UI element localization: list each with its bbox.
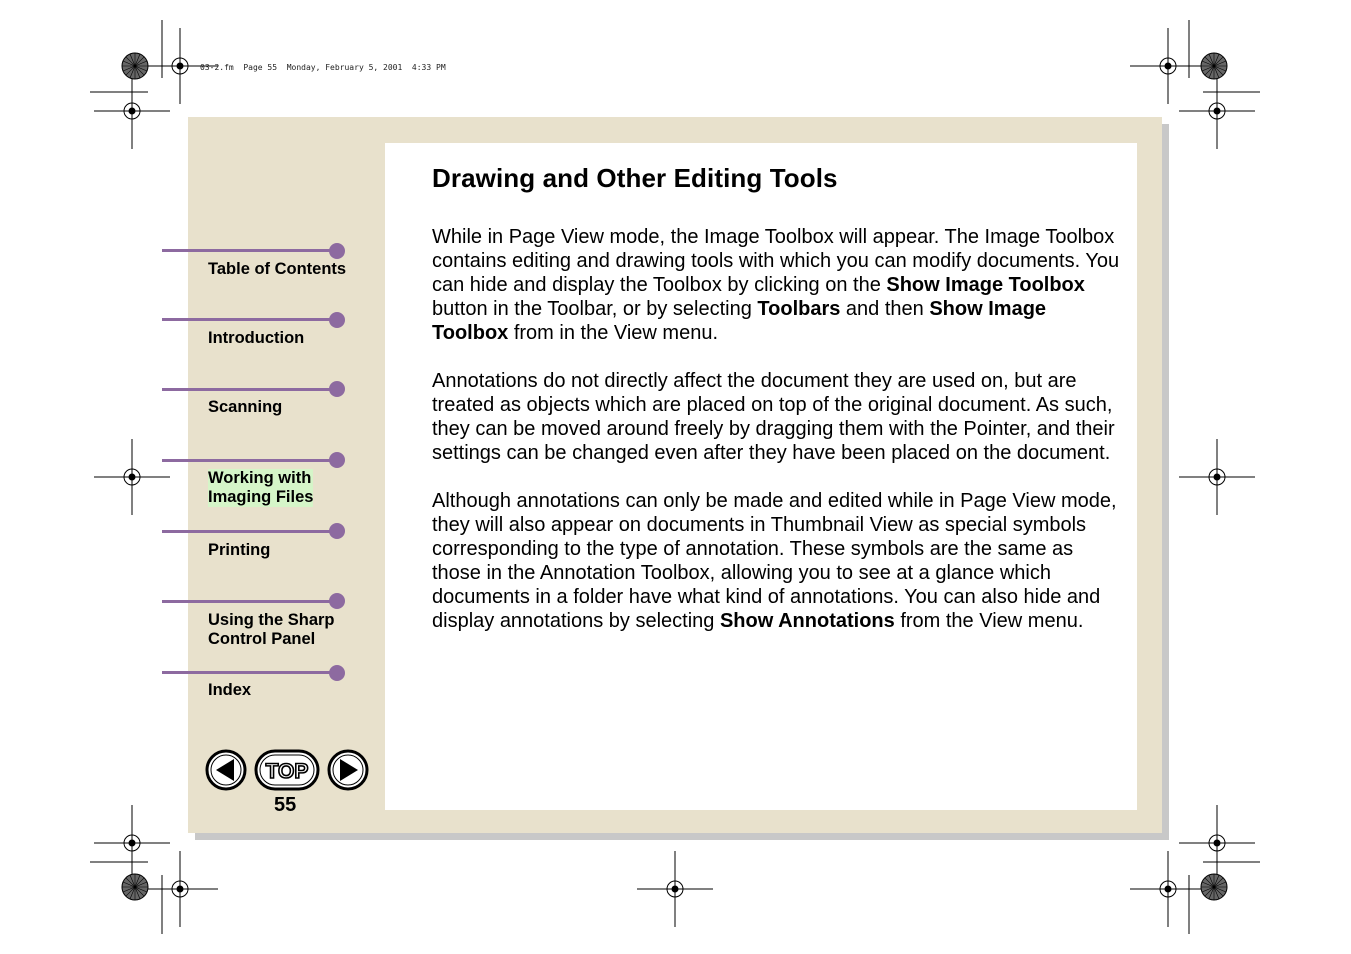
top-button-label: TOP [265,760,309,783]
nav-rule [162,671,336,674]
paragraph-1-text: and then [840,298,930,320]
paragraph-1-text: While in Page View mode, the Image Toolbox will appear. The Image Toolbox contains editing and drawing tools with which you can modify documents. You can hide and display the Toolbox by clicking on the [432,226,1120,296]
right-arrow-icon [327,749,369,791]
paragraph-2 [432,369,1122,465]
nav-dot [329,593,345,609]
nav-label[interactable]: Introduction [208,329,305,347]
nav-label[interactable]: Index [208,681,252,699]
nav-label-current[interactable]: Working with Imaging Files [208,469,314,506]
nav-dot [329,452,345,468]
nav-rule [162,600,336,603]
body-text [432,225,1122,657]
next-page-button[interactable] [327,749,369,796]
show-image-toolbox-term: Show Image Toolbox [432,298,1047,344]
page-title: Drawing and Other Editing Tools [432,163,838,193]
nav-label[interactable]: Table of Contents [208,260,347,278]
top-button-shape [254,749,320,791]
nav-label[interactable]: Scanning [208,398,283,416]
nav-label[interactable]: Using the Sharp Control Panel [208,611,335,648]
nav-dot [329,312,345,328]
file-header: 03-2.fm Page 55 Monday, February 5, 2001 4:33 PM [200,63,446,72]
paragraph-3-text: from the View menu. [894,610,1084,632]
paragraph-1-text: button in the Toolbar, or by selecting [432,298,758,320]
nav-rule [162,388,336,391]
paragraph-3 [432,489,1122,633]
show-image-toolbox-term: Show Image Toolbox [886,274,1085,296]
nav-rule [162,459,336,462]
nav-dot [329,665,345,681]
nav-dot [329,523,345,539]
nav-rule [162,530,336,533]
left-arrow-icon [205,749,247,791]
paragraph-2-text: Annotations do not directly affect the document they are used on, but are treated as objects which are placed on top of the original document. As such, they can be moved around freely by dragging them with the Pointer, and their settings can be changed even after they have been placed on the document. [432,370,1115,464]
paragraph-3-text: Although annotations can only be made and edited while in Page View mode, they will also appear on documents in Thumbnail View as special symbols corresponding to the type of annotation. These symbols are the same as those in the Annotation Toolbox, allowing you to see at a glance which documents in a folder have what kind of annotations. You can also hide and display annotations by selecting [432,490,1117,632]
paragraph-1-text: from in the View menu. [508,322,719,344]
previous-page-button[interactable] [205,749,247,796]
paragraph-1 [432,225,1122,345]
toolbars-term: Toolbars [757,298,841,320]
nav-rule [162,249,336,252]
top-button[interactable] [254,749,320,796]
nav-dot [329,381,345,397]
nav-dot [329,243,345,259]
nav-label[interactable]: Printing [208,541,271,559]
page-number: 55 [274,794,297,816]
nav-rule [162,318,336,321]
show-annotations-term: Show Annotations [719,610,895,632]
